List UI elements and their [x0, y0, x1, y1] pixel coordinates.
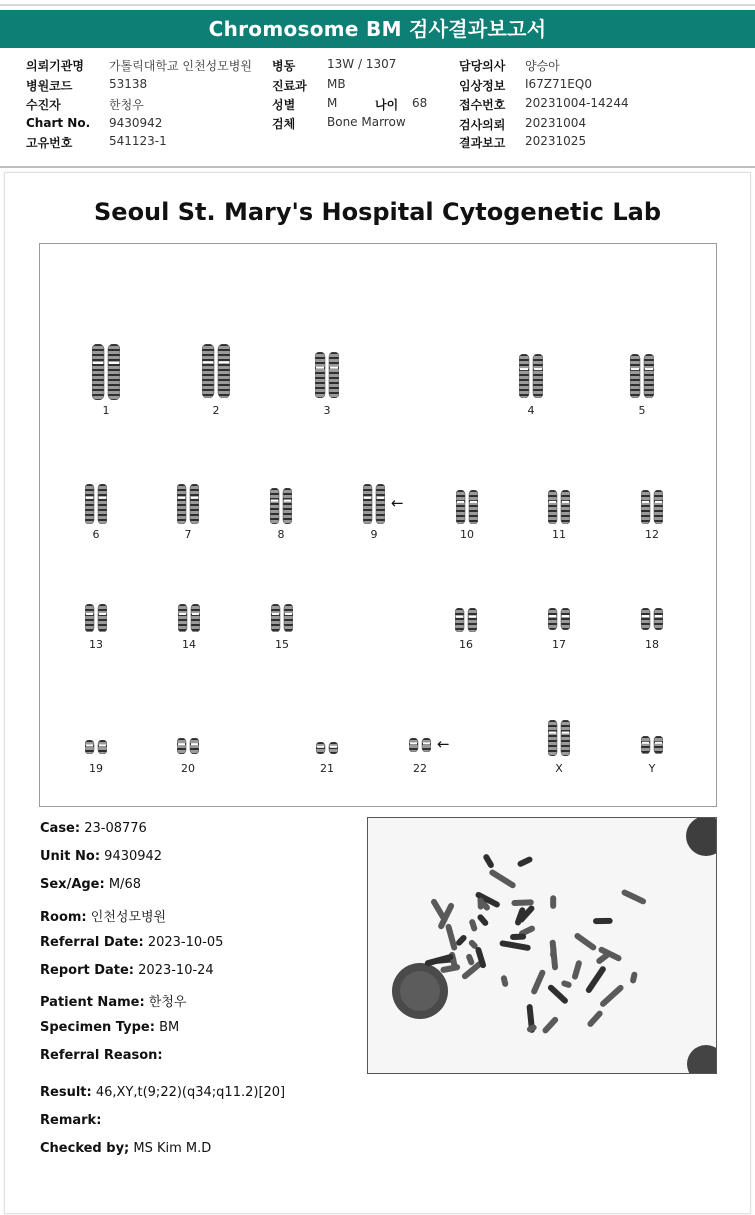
metaphase-chromosome	[571, 960, 582, 981]
metaphase-chromosome	[430, 898, 447, 922]
chromosome-label-13: 13	[89, 638, 103, 651]
metaphase-chromosome	[560, 980, 572, 989]
result-field: Result: 46,XY,t(9;22)(q34;q11.2)[20]	[40, 1085, 286, 1100]
metaphase-chromosome	[621, 889, 647, 906]
room-field: Room: 인천성모병원	[40, 910, 167, 925]
info-label-result-report: 결과보고	[459, 136, 506, 150]
info-value-specimen: Bone Marrow	[327, 115, 406, 129]
chromosome-pair-X	[548, 720, 570, 756]
chromosome-pair-18	[641, 608, 663, 630]
checked-by-field: Checked by; MS Kim M.D	[40, 1141, 212, 1156]
karyotype-image	[39, 243, 717, 807]
remark-field: Remark:	[40, 1113, 102, 1128]
chromosome-label-8: 8	[277, 528, 285, 541]
info-label-clinical-info: 임상정보	[459, 79, 506, 93]
patient-info-panel	[0, 48, 755, 168]
info-value-result-report: 20231025	[525, 134, 587, 148]
report-date-field: Report Date: 2023-10-24	[40, 963, 214, 978]
chromosome-label-22: 22	[413, 762, 427, 775]
chromosome-pair-19	[85, 740, 107, 754]
chromosome-label-18: 18	[645, 638, 659, 651]
chromosome-pair-14	[178, 604, 200, 632]
specimen-type-field: Specimen Type: BM	[40, 1020, 180, 1035]
metaphase-chromosome	[530, 969, 546, 996]
info-value-ward: 13W / 1307	[327, 57, 397, 71]
metaphase-chromosome	[586, 1009, 604, 1028]
metaphase-chromosome	[630, 971, 638, 984]
chromosome-label-15: 15	[275, 638, 289, 651]
info-value-sex: M	[327, 96, 338, 110]
chromosome-pair-7	[177, 484, 199, 524]
metaphase-chromosome	[585, 965, 607, 994]
info-label-receipt-no: 접수번호	[459, 98, 506, 112]
abnormality-arrow-icon: ←	[391, 494, 404, 512]
metaphase-chromosome	[445, 923, 458, 951]
chromosome-pair-6	[85, 484, 107, 524]
info-label-unique-no: 고유번호	[26, 136, 73, 150]
metaphase-chromosome	[455, 934, 468, 947]
info-value-physician: 양승아	[525, 59, 560, 73]
metaphase-chromosome	[517, 856, 534, 868]
metaphase-chromosome	[550, 895, 556, 909]
chromosome-label-7: 7	[184, 528, 192, 541]
chromosome-label-2: 2	[212, 404, 220, 417]
info-value-institution: 가톨릭대학교 인천성모병원	[109, 59, 252, 73]
chromosome-pair-3	[315, 352, 339, 398]
chromosome-pair-10	[456, 490, 478, 524]
metaphase-chromosome	[499, 940, 531, 951]
metaphase-chromosome	[440, 964, 461, 974]
patient-name-field: Patient Name: 한청우	[40, 995, 187, 1010]
info-label-chart-no: Chart No.	[26, 116, 91, 130]
chromosome-pair-12	[641, 490, 663, 524]
chromosome-pair-17	[548, 608, 570, 630]
chromosome-pair-21	[316, 742, 338, 754]
metaphase-chromosome	[468, 918, 478, 932]
chromosome-label-11: 11	[552, 528, 566, 541]
info-value-test-request: 20231004	[525, 116, 587, 130]
chromosome-label-10: 10	[460, 528, 474, 541]
metaphase-chromosome	[482, 853, 495, 869]
chromosome-pair-8	[270, 488, 292, 524]
info-label-test-request: 검사의뢰	[459, 118, 506, 132]
chromosome-label-X: X	[555, 762, 563, 775]
info-value-patient: 한청우	[109, 98, 144, 112]
lab-title: Seoul St. Mary's Hospital Cytogenetic Lab	[94, 198, 661, 226]
chromosome-pair-11	[548, 490, 570, 524]
chromosome-pair-16	[455, 608, 477, 632]
chromosome-label-21: 21	[320, 762, 334, 775]
metaphase-chromosome	[573, 932, 597, 952]
chromosome-pair-2	[202, 344, 230, 398]
chromosome-label-Y: Y	[648, 762, 656, 775]
chromosome-label-14: 14	[182, 638, 196, 651]
info-value-unique-no: 541123-1	[109, 134, 167, 148]
metaphase-chromosome	[476, 913, 489, 927]
chromosome-pair-20	[177, 738, 199, 754]
metaphase-chromosome	[541, 1016, 559, 1035]
info-label-ward: 병동	[272, 59, 296, 73]
chromosome-label-17: 17	[552, 638, 566, 651]
chromosome-label-5: 5	[638, 404, 646, 417]
sex-age-field: Sex/Age: M/68	[40, 877, 141, 892]
chromosome-pair-13	[85, 604, 107, 632]
metaphase-chromosome	[593, 918, 613, 924]
info-label-hospital-code: 병원코드	[26, 79, 73, 93]
chromosome-pair-4	[519, 354, 543, 398]
case-field: Case: 23-08776	[40, 821, 147, 836]
chromosome-label-20: 20	[181, 762, 195, 775]
chromosome-label-16: 16	[459, 638, 473, 651]
info-label-patient: 수진자	[26, 98, 61, 112]
chromosome-label-1: 1	[102, 404, 110, 417]
chromosome-pair-5	[630, 354, 654, 398]
info-value-department: MB	[327, 77, 346, 91]
metaphase-chromosome	[500, 975, 509, 988]
info-label-age: 나이	[375, 98, 399, 112]
metaphase-chromosome	[599, 984, 625, 1008]
metaphase-chromosome	[488, 868, 517, 889]
chromosome-pair-Y	[641, 736, 663, 754]
info-value-age: 68	[412, 96, 428, 110]
info-value-hospital-code: 53138	[109, 77, 148, 91]
chromosome-pair-22	[409, 738, 431, 752]
chromosome-label-19: 19	[89, 762, 103, 775]
chromosome-pair-1	[92, 344, 120, 400]
info-label-physician: 담당의사	[459, 59, 506, 73]
chromosome-label-12: 12	[645, 528, 659, 541]
top-rule	[0, 4, 755, 6]
metaphase-chromosome	[478, 898, 484, 910]
chromosome-label-4: 4	[527, 404, 535, 417]
chromosome-pair-9	[363, 484, 385, 524]
metaphase-chromosome	[511, 899, 534, 906]
referral-reason-field: Referral Reason:	[40, 1048, 163, 1063]
abnormality-arrow-icon: ←	[437, 735, 450, 753]
metaphase-chromosome	[465, 953, 475, 966]
info-label-sex: 성별	[272, 98, 296, 112]
info-label-specimen: 검체	[272, 117, 296, 131]
info-value-receipt-no: 20231004-14244	[525, 96, 629, 110]
info-value-clinical-info: I67Z71EQ0	[525, 77, 592, 91]
metaphase-chromosome	[424, 953, 454, 967]
info-label-department: 진료과	[272, 79, 307, 93]
chromosome-pair-15	[271, 604, 293, 632]
info-value-chart-no: 9430942	[109, 116, 163, 130]
metaphase-chromosome	[550, 946, 557, 958]
info-label-institution: 의뢰기관명	[26, 59, 84, 73]
unit-no-field: Unit No: 9430942	[40, 849, 163, 864]
chromosome-label-3: 3	[323, 404, 331, 417]
report-title: Chromosome BM 검사결과보고서	[0, 10, 755, 48]
chromosome-label-6: 6	[92, 528, 100, 541]
metaphase-chromosome	[510, 934, 526, 941]
chromosome-label-9: 9	[370, 528, 378, 541]
referral-date-field: Referral Date: 2023-10-05	[40, 935, 224, 950]
metaphase-image	[367, 817, 717, 1074]
